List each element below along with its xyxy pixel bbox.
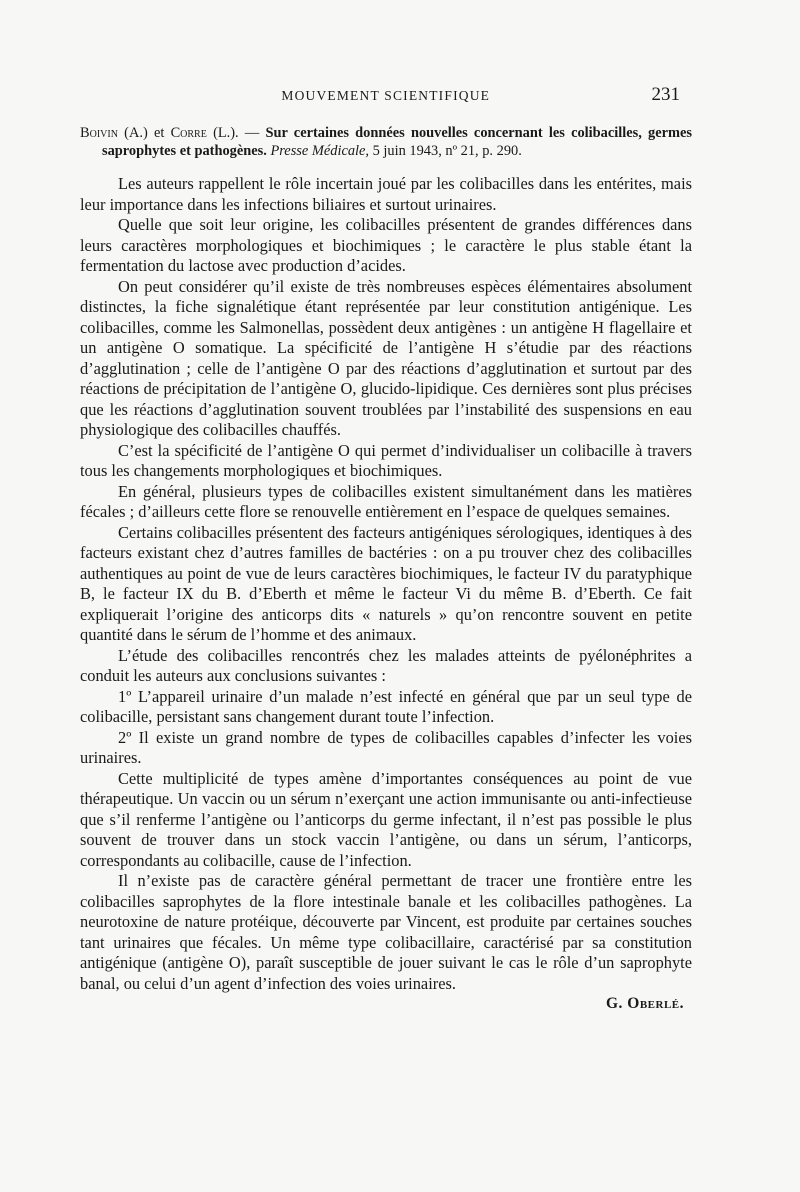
author1-name: Boivin: [80, 125, 118, 141]
paragraph: Il n’existe pas de caractère général permettant de tracer une frontière entre les colibacilles saprophytes de la flore intestinale banale et les colibacilles pathogènes. La neurotoxine de nature protéique, découverte par Vincent, est produite par certaines souches tant urinaires que fécales. Un même type colibacillaire, caractérisé par sa constitution antigénique (antigène O), paraît susceptible de jouer suivant le cas le rôle d’un saprophyte banal, ou celui d’un agent d’infection des voies urinaires.: [80, 871, 692, 993]
article-content: [80, 124, 692, 1013]
author1-initial: (A.): [124, 125, 148, 141]
journal-name: Presse Médicale,: [270, 143, 370, 159]
page-number: 231: [651, 84, 680, 105]
article-body: [80, 174, 692, 994]
running-title: MOUVEMENT SCIENTIFIQUE: [281, 88, 491, 103]
paragraph: Les auteurs rappellent le rôle incertain joué par les colibacilles dans les entérites, mais leur importance dans les infections biliaires et surtout urinaires.: [80, 174, 692, 214]
paragraph: En général, plusieurs types de colibacilles existent simultanément dans les matières fécales ; d’ailleurs cette flore se renouvelle entièrement en l’espace de quelques semaines.: [80, 481, 692, 521]
paragraph: On peut considérer qu’il existe de très nombreuses espèces élémentaires absolument distinctes, la fiche signalétique étant représentée par leur constitution antigénique. Les colibacilles, comme les Salmonellas, possèdent deux antigènes : un antigène H flagellaire et un antigène O somatique. La spécificité de l’antigène H s’étudie par des réactions d’agglutination ; celle de l’antigène O par des réactions d’agglutination et surtout par des réactions de précipitation de l’antigène O, glucido-lipidique. Ces dernières sont plus précises que les réactions d’agglutination souvent troublées par l’instabilité des suspensions en eau physiologique des colibacilles chauffés.: [80, 276, 692, 439]
paragraph: Quelle que soit leur origine, les colibacilles présentent de grandes différences dans leurs caractères morphologiques et biochimiques ; le caractère le plus stable étant la fermentation du lactose avec production d’acides.: [80, 215, 692, 275]
paragraph: 1º L’appareil urinaire d’un malade n’est infecté en général que par un seul type de colibacille, persistant sans changement durant toute l’infection.: [80, 686, 692, 726]
author2-initial: (L.).: [213, 125, 239, 141]
reference-title: Sur certaines données nouvelles concernant les colibacilles, germes saprophytes et pathogènes.: [102, 125, 692, 159]
reference-dash: —: [244, 125, 260, 141]
paragraph: 2º Il existe un grand nombre de types de colibacilles capables d’infecter les voies urinaires.: [80, 727, 692, 767]
author-signature: G. Oberlé.: [605, 995, 684, 1012]
publication-details: 5 juin 1943, nº 21, p. 290.: [372, 143, 522, 159]
paragraph: C’est la spécificité de l’antigène O qui permet d’individualiser un colibacille à travers tous les changements morphologiques et biochimiques.: [80, 440, 692, 480]
author2-name: Corre: [170, 125, 207, 141]
paragraph: L’étude des colibacilles rencontrés chez les malades atteints de pyélonéphrites a conduit les auteurs aux conclusions suivantes :: [80, 645, 692, 685]
bibliographic-reference: [80, 124, 692, 160]
paragraph: Cette multiplicité de types amène d’importantes conséquences au point de vue thérapeutique. Un vaccin ou un sérum n’exerçant une action immunisante ou anti-infectieuse que s’il renferme l’antigène ou l’anticorps du germe infectant, il n’est pas possible le plus souvent de trouver dans un stock vaccin l’antigène, ou dans un sérum, l’anticorps, correspondants au colibacille, cause de l’infection.: [80, 768, 692, 870]
paragraph: Certains colibacilles présentent des facteurs antigéniques sérologiques, identiques à des facteurs existant chez d’autres familles de bactéries : on a pu trouver chez des colibacilles authentiques au point de vue de leurs caractères biochimiques, le facteur IV du paratyphique B, le facteur IX du B. d’Eberth et même le facteur Vi du même B. d’Eberth. Ce fait expliquerait l’origine des anticorps dits « naturels » qu’on rencontre souvent en petite quantité dans le sérum de l’homme et des animaux.: [80, 522, 692, 644]
running-head: [80, 84, 680, 106]
author-joiner: et: [153, 125, 165, 141]
